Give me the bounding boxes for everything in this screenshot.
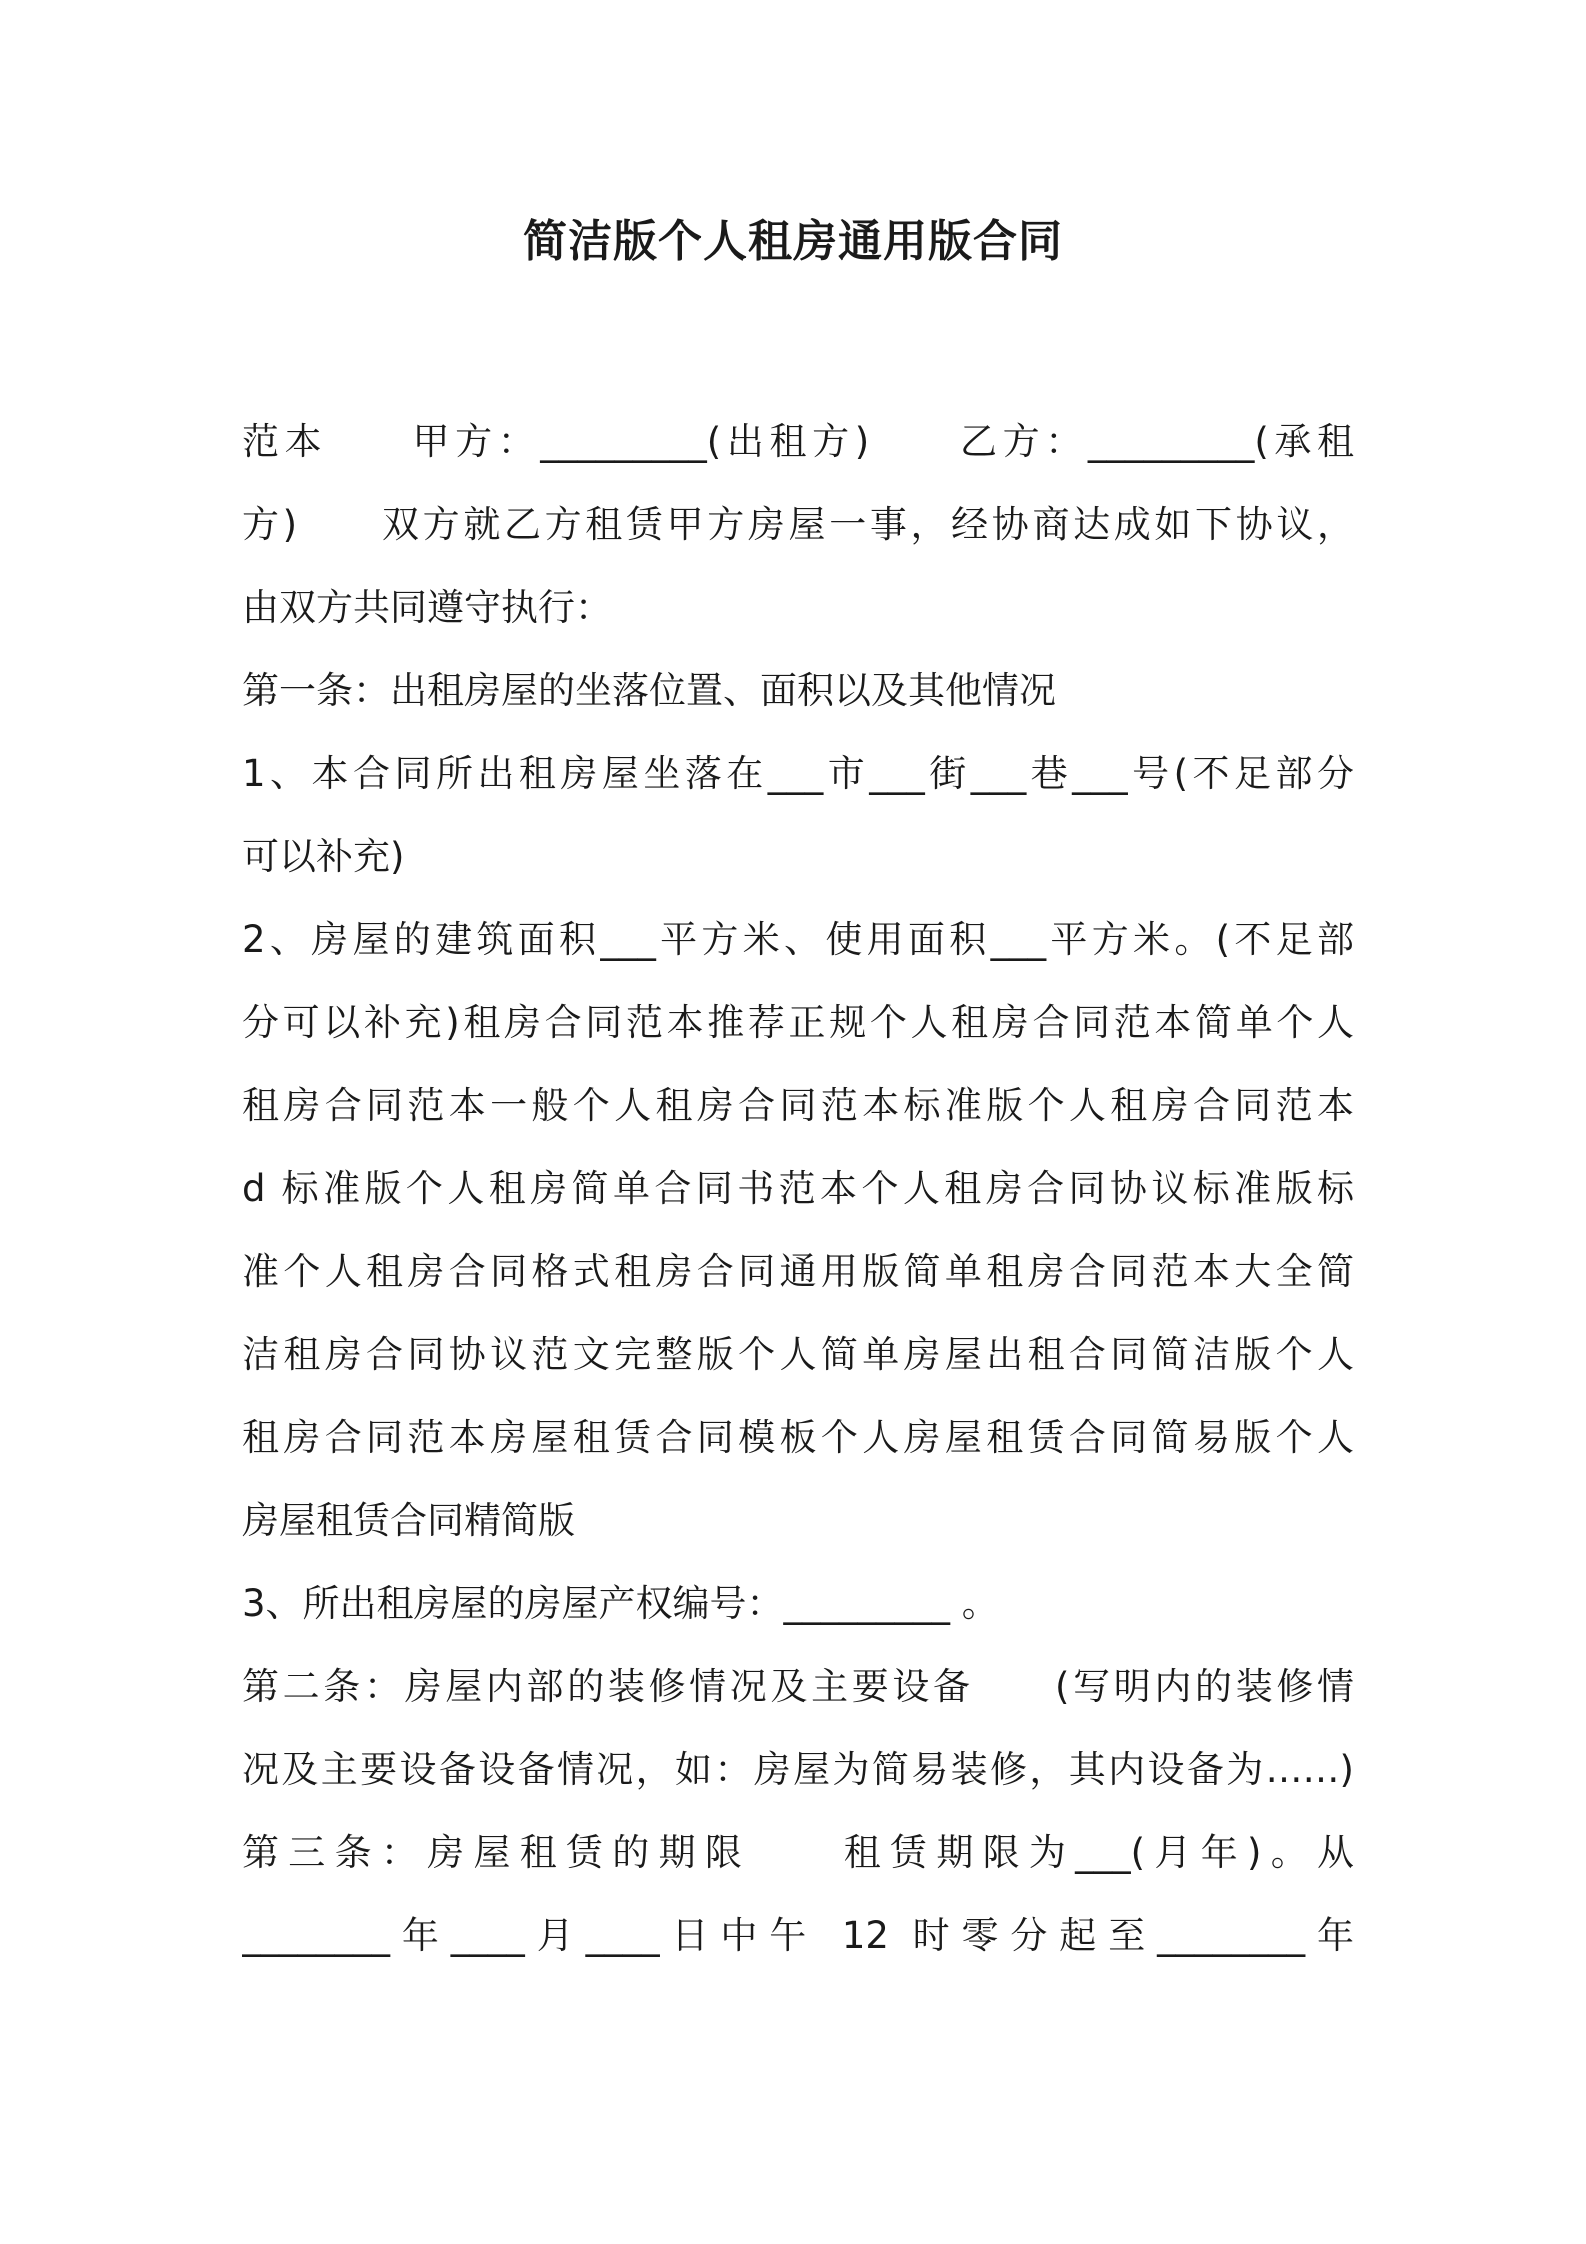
text-line: 洁租房合同协议范文完整版个人简单房屋出租合同简洁版个人 bbox=[242, 1333, 1354, 1376]
text-line: 租房合同范本房屋租赁合同模板个人房屋租赁合同简易版个人 bbox=[242, 1416, 1354, 1459]
text-line: 租房合同范本一般个人租房合同范本标准版个人租房合同范本 bbox=[242, 1084, 1354, 1127]
text-line: 2、房屋的建筑面积___平方米、使用面积___平方米。(不足部 bbox=[242, 918, 1354, 961]
text-line: 分可以补充)租房合同范本推荐正规个人租房合同范本简单个人 bbox=[242, 1001, 1354, 1044]
text-line: 方) 双方就乙方租赁甲方房屋一事，经协商达成如下协议， bbox=[242, 503, 1354, 546]
text-line: 1、本合同所出租房屋坐落在___市___街___巷___号(不足部分 bbox=[242, 752, 1354, 795]
document-body bbox=[242, 400, 1354, 1977]
text-line: 第一条：出租房屋的坐落位置、面积以及其他情况 bbox=[242, 669, 1056, 712]
text-line: 可以补充) bbox=[242, 835, 405, 878]
text-line: 第二条：房屋内部的装修情况及主要设备 (写明内的装修情 bbox=[242, 1665, 1354, 1708]
text-line: 由双方共同遵守执行： bbox=[242, 586, 612, 629]
text-line: d 标准版个人租房简单合同书范本个人租房合同协议标准版标 bbox=[242, 1167, 1354, 1210]
text-line: ________年____月____日中午 12 时零分起至________年 bbox=[242, 1914, 1354, 1957]
text-line: 房屋租赁合同精简版 bbox=[242, 1499, 575, 1542]
text-line: 3、所出租房屋的房屋产权编号：_________ 。 bbox=[242, 1582, 999, 1625]
text-line: 范本 甲方：_________(出租方) 乙方：_________(承租 bbox=[242, 420, 1354, 463]
text-line: 况及主要设备设备情况，如：房屋为简易装修，其内设备为……) bbox=[242, 1748, 1354, 1791]
text-line: 第三条：房屋租赁的期限 租赁期限为___(月年)。从 bbox=[242, 1831, 1354, 1874]
text-line: 准个人租房合同格式租房合同通用版简单租房合同范本大全简 bbox=[242, 1250, 1354, 1293]
document-title: 简洁版个人租房通用版合同 bbox=[523, 216, 1063, 267]
